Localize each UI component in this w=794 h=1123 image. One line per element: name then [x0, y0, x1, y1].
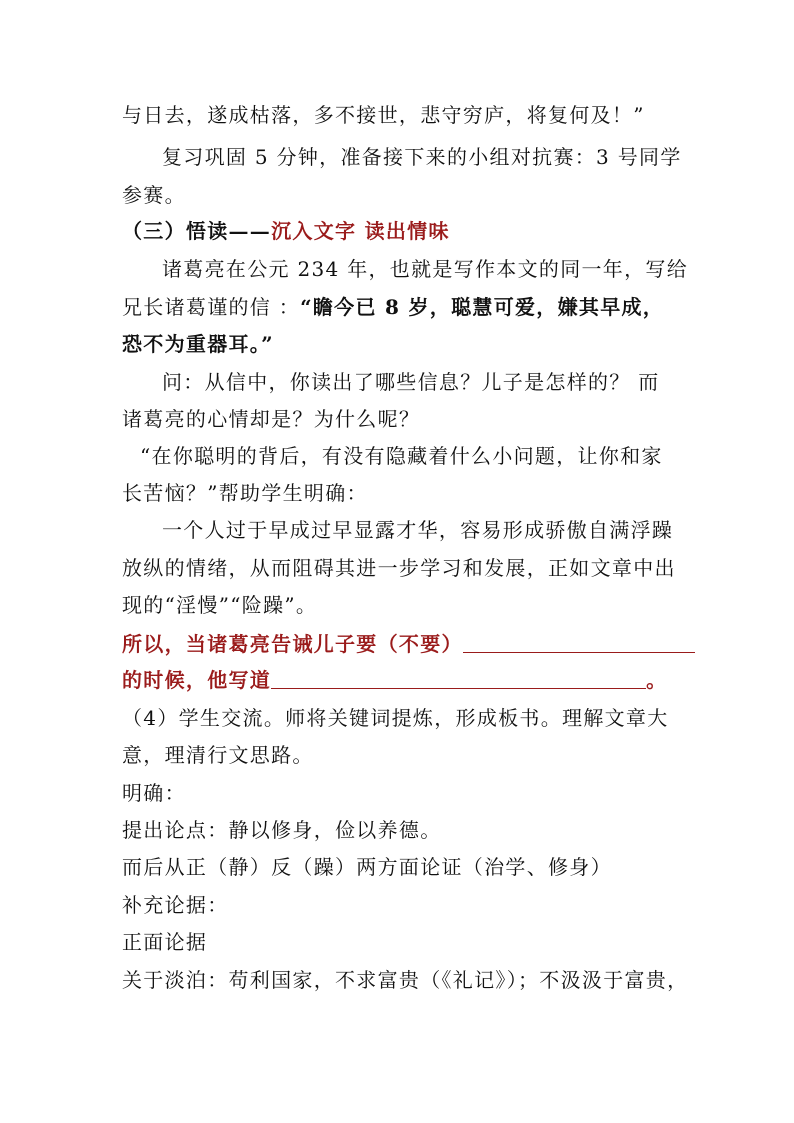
- text-line: 参赛。: [122, 183, 186, 207]
- text-segment: 兄长诸葛谨的信 ：: [122, 295, 301, 319]
- text-line: 复习巩固 5 分钟，准备接下来的小组对抗赛：3 号同学: [162, 145, 682, 169]
- text-line: 放纵的情绪，从而阻碍其进一步学习和发展，正如文章中出: [122, 556, 676, 580]
- text-line: （4）学生交流。师将关键词提炼，形成板书。理解文章大: [122, 706, 669, 730]
- fill-in-prompt: [122, 632, 695, 656]
- text-line: 补充论据：: [122, 893, 229, 917]
- letter-quote: “瞻今已 8 岁，聪慧可爱，嫌其早成，: [300, 295, 665, 319]
- text-line: 现的“淫慢”“险躁”。: [122, 593, 318, 617]
- section-heading-label: （三）悟读——: [122, 219, 272, 243]
- fill-in-prompt: [122, 668, 667, 692]
- section-heading-title: 沉入文字 读出情味: [271, 219, 450, 243]
- section-heading: [122, 219, 450, 243]
- fill-in-prompt-text: 所以，当诸葛亮告诫儿子要（不要）: [122, 632, 463, 656]
- fill-in-prompt-text: 的时候，他写道: [122, 668, 272, 692]
- text-line: 而后从正（静）反（躁）两方面论证（治学、修身）: [122, 855, 612, 879]
- text-line: 正面论据: [122, 930, 208, 954]
- text-line: 一个人过于早成过早显露才华，容易形成骄傲自满浮躁: [162, 518, 674, 542]
- text-line: 长苦恼？”帮助学生明确：: [122, 481, 368, 505]
- text-line: 与日去，遂成枯落，多不接世，悲守穷庐，将复何及！”: [122, 103, 645, 127]
- letter-quote-end: 恐不为重器耳。”: [122, 332, 274, 356]
- text-line: 诸葛亮的心情却是？为什么呢？: [122, 407, 421, 431]
- text-line: 意，理清行文思路。: [122, 743, 314, 767]
- text-line: 明确：: [122, 781, 186, 805]
- sentence-end: 。: [646, 668, 668, 692]
- answer-blank[interactable]: [271, 668, 646, 689]
- text-line: 诸葛亮在公元 234 年，也就是写作本文的同一年，写给: [162, 257, 688, 281]
- text-line: [122, 295, 664, 319]
- text-line: 关于淡泊：苟利国家，不求富贵（《礼记》）；不汲汲于富贵，: [122, 968, 689, 992]
- text-line: “在你聪明的背后，有没有隐藏着什么小问题，让你和家: [140, 444, 663, 468]
- text-line: 问：从信中，你读出了哪些信息？儿子是怎样的？ 而: [162, 370, 660, 394]
- answer-blank[interactable]: [463, 632, 695, 653]
- text-line: 提出论点：静以修身，俭以养德。: [122, 818, 442, 842]
